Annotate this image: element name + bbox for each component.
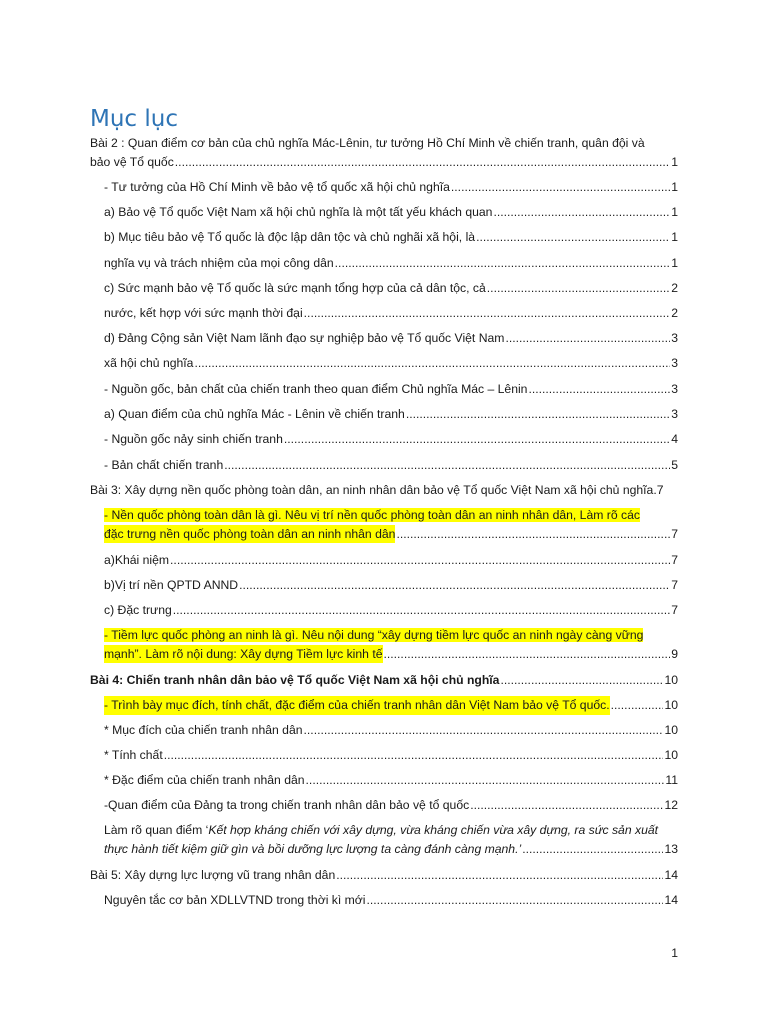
toc-entry-text-line2: đặc trưng nền quốc phòng toàn dân an ninh nhân dân [104, 525, 395, 544]
toc-entry[interactable] [104, 279, 678, 298]
toc-entry-text: a)Khái niệm [104, 553, 170, 567]
toc-entry[interactable] [104, 456, 678, 475]
toc-page-number: 3 [671, 382, 678, 396]
toc-entry[interactable] [104, 796, 678, 815]
toc-entry-text: Bài 5: Xây dựng lực lượng vũ trang nhân dân [90, 868, 336, 882]
toc-page-number: 3 [671, 331, 678, 345]
toc-entry[interactable] [104, 430, 678, 449]
toc-entry-text-line1-quote: Kết hợp kháng chiến với xây dựng, vừa kháng chiến vừa xây dựng, ra sức sản xuất [208, 823, 659, 837]
toc-page-number: 3 [671, 356, 678, 370]
toc-entry[interactable] [104, 228, 678, 247]
toc-entry-text: c) Đặc trưng [104, 603, 172, 617]
toc-page-number: 12 [664, 798, 678, 812]
toc-entry[interactable] [104, 380, 678, 399]
toc-entry[interactable] [104, 254, 678, 273]
toc-entry-bai-2[interactable] [90, 134, 678, 171]
toc-page-number: 1 [671, 205, 678, 219]
toc-page-number: 7 [671, 603, 678, 617]
toc-entry[interactable] [104, 304, 678, 323]
toc-entry-text: - Trình bày mục đích, tính chất, đặc điểm của chiến tranh nhân dân Việt Nam bảo vệ Tổ quốc. [104, 696, 610, 715]
toc-page-number: 7 [671, 526, 678, 541]
toc-entry[interactable] [104, 601, 678, 620]
toc-entry-text: a) Bảo vệ Tổ quốc Việt Nam xã hội chủ nghĩa là một tất yếu khách quan [104, 205, 493, 219]
toc-page-number: 1 [671, 230, 678, 244]
toc-entry-text: xã hội chủ nghĩa [104, 356, 194, 370]
toc-entry[interactable] [104, 329, 678, 348]
toc-entry-text: nước, kết hợp với sức mạnh thời đại [104, 306, 303, 320]
toc-entry-text-line1-prefix: Làm rõ quan điểm ‘ [104, 823, 209, 837]
toc-entry-text-line2: bảo vệ Tổ quốc [90, 154, 174, 169]
toc-entry-bai-3[interactable] [90, 481, 678, 500]
toc-page-number: 10 [664, 748, 678, 762]
toc-entry-text: - Bản chất chiến tranh [104, 458, 224, 472]
toc-entry[interactable] [104, 354, 678, 373]
toc-entry-highlighted[interactable] [104, 696, 678, 715]
toc-page-number: 1 [671, 180, 678, 194]
toc-entry-text: b) Mục tiêu bảo vệ Tổ quốc là độc lập dân tộc và chủ nghãi xã hội, là [104, 230, 476, 244]
toc-entry-text: * Mục đích của chiến tranh nhân dân [104, 723, 303, 737]
toc-entry[interactable] [104, 891, 678, 910]
toc-entry[interactable] [104, 821, 678, 858]
toc-entry-text: Bài 3: Xây dựng nền quốc phòng toàn dân, an ninh nhân dân bảo vệ Tổ quốc Việt Nam xã hội chủ nghĩa. [90, 483, 657, 497]
toc-entry-text: d) Đảng Cộng sản Việt Nam lãnh đạo sự nghiệp bảo vệ Tổ quốc Việt Nam [104, 331, 505, 345]
page-number: 1 [671, 946, 678, 960]
toc-entry-text: * Tính chất [104, 748, 163, 762]
toc-entry-text-line1: Bài 2 : Quan điểm cơ bản của chủ nghĩa Mác-Lênin, tư tưởng Hồ Chí Minh về chiến tranh, quân đội và [90, 136, 645, 150]
toc-entry[interactable] [104, 178, 678, 197]
toc-page-number: 11 [665, 773, 678, 787]
toc-page-number: 1 [671, 256, 678, 270]
toc-entry-text-line2: thực hành tiết kiệm giữ gìn và bồi dưỡng lực lượng ta càng đánh càng mạnh.’ [104, 841, 522, 856]
toc-page-number: 7 [671, 553, 678, 567]
toc-entry-text: Bài 4: Chiến tranh nhân dân bảo vệ Tổ quốc Việt Nam xã hội chủ nghĩa [90, 673, 500, 687]
toc-entry-text-line1: - Nền quốc phòng toàn dân là gì. Nêu vị trí nền quốc phòng toàn dân an ninh nhân dân, Làm rõ các [104, 508, 640, 522]
toc-entry-text-line1: - Tiềm lực quốc phòng an ninh là gì. Nêu nội dung “xây dựng tiềm lực quốc an ninh ngày càng vững [104, 628, 644, 642]
toc-page-number: 14 [664, 893, 678, 907]
toc-entry[interactable] [104, 203, 678, 222]
toc-title: Mục lục [90, 106, 178, 132]
toc-entry[interactable] [104, 405, 678, 424]
toc-entry[interactable] [104, 746, 678, 765]
toc-entry-text: -Quan điểm của Đảng ta trong chiến tranh nhân dân bảo vệ tổ quốc [104, 798, 470, 812]
toc-page-number: 2 [671, 306, 678, 320]
toc-page-number: 9 [671, 646, 678, 661]
toc-entry-text: b)Vị trí nền QPTD ANND [104, 578, 239, 592]
toc-entry-text-line2: mạnh”. Làm rõ nội dung: Xây dựng Tiềm lực kinh tế [104, 645, 383, 664]
toc-page-number: 10 [664, 723, 678, 737]
toc-entry[interactable] [104, 551, 678, 570]
toc-page-number: 10 [664, 698, 678, 712]
toc-entry-highlighted[interactable] [104, 506, 678, 543]
toc-entry[interactable] [104, 771, 678, 790]
toc-page-number: 13 [664, 841, 678, 856]
toc-page-number: 3 [671, 407, 678, 421]
toc-page-number: 5 [671, 458, 678, 472]
toc-entry-text: - Nguồn gốc nảy sinh chiến tranh [104, 432, 283, 446]
toc-entry-text: - Nguồn gốc, bản chất của chiến tranh theo quan điểm Chủ nghĩa Mác – Lênin [104, 382, 528, 396]
toc-entry-text: * Đặc điểm của chiến tranh nhân dân [104, 773, 305, 787]
toc-page-number: 2 [671, 281, 678, 295]
toc-entry-text: a) Quan điểm của chủ nghĩa Mác - Lênin về chiến tranh [104, 407, 405, 421]
toc-page-number: 4 [671, 432, 678, 446]
toc-entry-bai-5[interactable] [90, 866, 678, 885]
toc-entry[interactable] [104, 721, 678, 740]
toc-entry-highlighted[interactable] [104, 626, 678, 663]
toc-entry-text: Nguyên tắc cơ bản XDLLVTND trong thời kì mới [104, 893, 366, 907]
toc-entry-text: c) Sức mạnh bảo vệ Tổ quốc là sức mạnh tổng hợp của cả dân tộc, cả [104, 281, 486, 295]
toc-page-number: 14 [664, 868, 678, 882]
toc-entry-text: nghĩa vụ và trách nhiệm của mọi công dân [104, 256, 334, 270]
toc-page-number: 7 [656, 483, 664, 497]
toc-page-number: 1 [671, 154, 678, 169]
toc-entry-bai-4[interactable] [90, 671, 678, 690]
toc-entry-text: - Tư tưởng của Hồ Chí Minh về bảo vệ tổ quốc xã hội chủ nghĩa [104, 180, 450, 194]
toc-page-number: 10 [664, 673, 678, 687]
toc-page-number: 7 [671, 578, 678, 592]
toc-entry[interactable] [104, 576, 678, 595]
